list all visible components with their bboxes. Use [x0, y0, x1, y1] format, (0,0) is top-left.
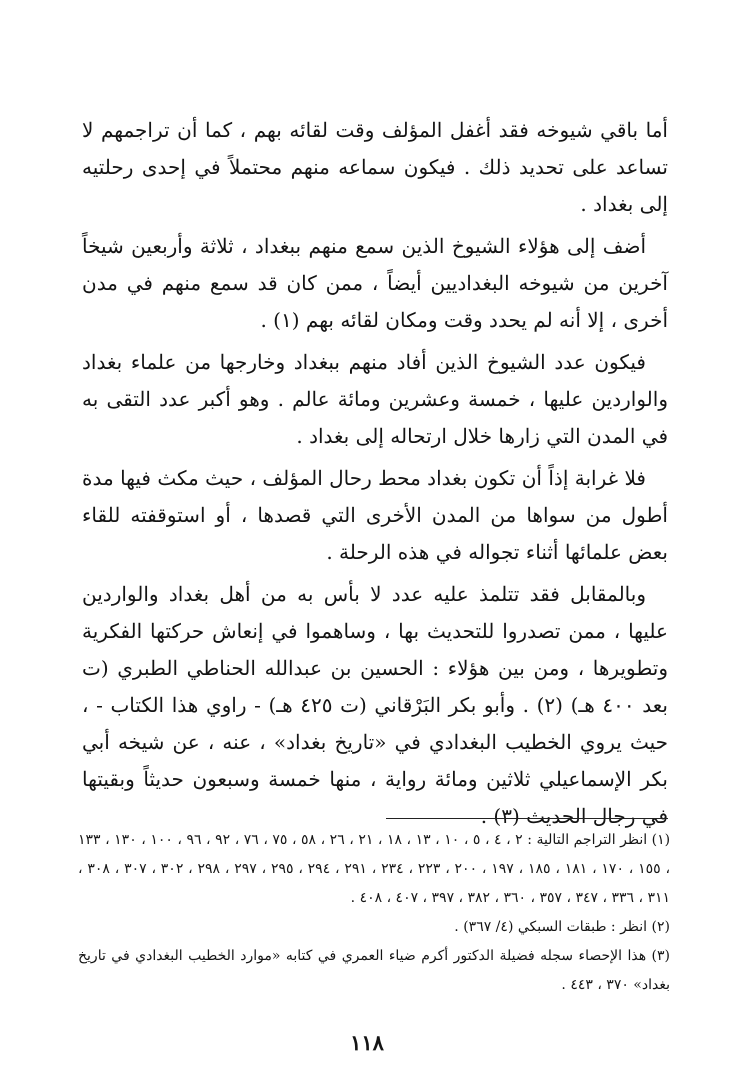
footnote-separator: [386, 818, 668, 819]
footnote-1: [78, 826, 670, 913]
footnote-3-text: هذا الإحصاء سجله فضيلة الدكتور أكرم ضياء العمري في كتابه «موارد الخطيب البغدادي في تاريخ بغداد» ٣٧٠ ، ٤٤٣ .: [78, 948, 670, 993]
footnote-3-label: (٣): [651, 948, 670, 964]
paragraph-4: فلا غرابة إذاً أن تكون بغداد محط رحال المؤلف ، حيث مكث فيها مدة أطول من سواها من المدن الأخرى التي قصدها ، أو استوقفته للقاء بعض علمائها أثناء تجواله في هذه الرحلة .: [82, 466, 668, 564]
paragraph-5: وبالمقابل فقد تتلمذ عليه عدد لا بأس به من أهل بغداد والواردين عليها ، ممن تصدروا للتحديث بها ، وساهموا في إنعاش حركتها الفكرية وتطويرها ، ومن بين هؤلاء : الحسين بن عبدالله الحناطي الطبري (ت بعد ٤٠٠ هـ) (٢) . وأبو بكر البَرْقاني (ت ٤٢٥ هـ) - راوي هذا الكتاب - ، حيث يروي الخطيب البغدادي في «تاريخ بغداد» ، عنه ، عن شيخه أبي بكر الإسماعيلي ثلاثين ومائة رواية ، منها خمسة وسبعون حديثاً وبقيتها في رجال الحديث (٣) .: [82, 582, 668, 828]
footnote-2-text: انظر : طبقات السبكي (٤/ ٣٦٧) .: [454, 919, 648, 935]
main-text: [82, 112, 668, 840]
footnote-1-text: انظر التراجم التالية : ٢ ، ٤ ، ٥ ، ١٠ ، ١٣ ، ١٨ ، ٢١ ، ٢٦ ، ٥٨ ، ٧٥ ، ٧٦ ، ٩٢ ، ٩٦ ، ١٠٠ ، ١٣٠ ، ١٣٣ ، ١٥٥ ، ١٧٠ ، ١٨١ ، ١٨٥ ، ١٩٧ ، ٢٠٠ ، ٢٢٣ ، ٢٣٤ ، ٢٩١ ، ٢٩٤ ، ٢٩٥ ، ٢٩٧ ، ٢٩٨ ، ٣٠٢ ، ٣٠٧ ، ٣٠٨ ، ٣١١ ، ٣٣٦ ، ٣٤٧ ، ٣٥٧ ، ٣٦٠ ، ٣٨٢ ، ٣٩٧ ، ٤٠٧ ، ٤٠٨ .: [78, 832, 671, 906]
footnote-2: [78, 913, 670, 942]
footnotes: [78, 826, 670, 1000]
paragraph-3: فيكون عدد الشيوخ الذين أفاد منهم ببغداد وخارجها من علماء بغداد والواردين عليها ، خمسة وعشرين ومائة عالم . وهو أكبر عدد التقى به في المدن التي زارها خلال ارتحاله إلى بغداد .: [82, 350, 668, 448]
paragraph-2: أضف إلى هؤلاء الشيوخ الذين سمع منهم ببغداد ، ثلاثة وأربعين شيخاً آخرين من شيوخه البغداديين أيضاً ، ممن كان قد سمع منهم في مدن أخرى ، إلا أنه لم يحدد وقت ومكان لقائه بهم (١) .: [82, 234, 668, 332]
paragraph-1: أما باقي شيوخه فقد أغفل المؤلف وقت لقائه بهم ، كما أن تراجمهم لا تساعد على تحديد ذلك . فيكون سماعه منهم محتملاً في إحدى رحلتيه إلى بغداد .: [82, 118, 668, 216]
footnote-3: [78, 942, 670, 1000]
footnote-2-label: (٢): [651, 919, 670, 935]
footnote-1-label: (١): [651, 832, 671, 848]
page-number: ١١٨: [350, 1030, 384, 1055]
